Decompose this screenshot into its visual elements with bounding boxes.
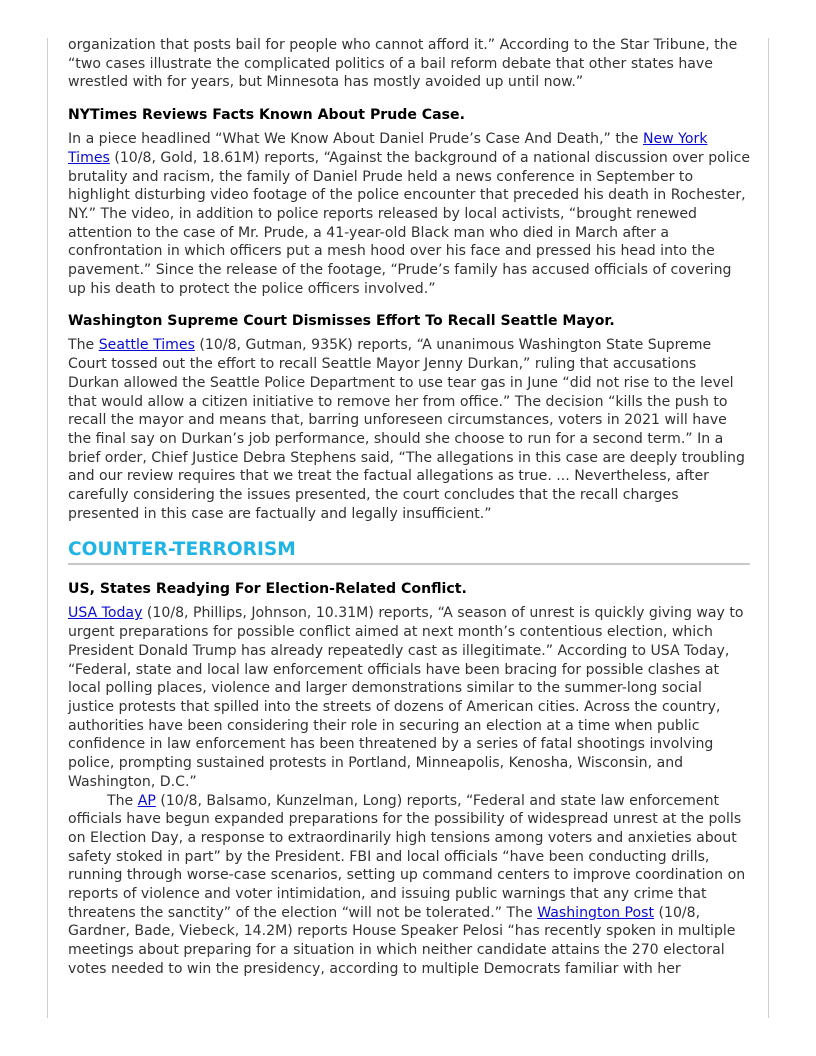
- source-link-washington-post[interactable]: Washington Post: [537, 904, 654, 921]
- page-left-border: [47, 38, 48, 1018]
- text-run: (10/8, Phillips, Johnson, 10.31M) reports, “A season of unrest is quickly giving way to urgent preparations for possible conflict aimed at next month’s contentious election, which President Donald Trump has already repeatedly cast as illegitimate.” According to USA Today, “Federal, state and local law enforcement officials have been bracing for possible clashes at local polling places, violence and larger demonstrations similar to the summer-long social justice protests that spilled into the streets of dozens of American cities. Across the country, authorities have been considering their role in securing an election at a time when public confidence in law enforcement has been threatened by a series of fatal shootings involving police, prompting sustained protests in Portland, Minneapolis, Kenosha, Wisconsin, and Washington, D.C.”: [68, 605, 744, 790]
- text-run: In a piece headlined “What We Know About Daniel Prude’s Case And Death,” the: [68, 131, 643, 148]
- text-run: (10/8, Balsamo, Kunzelman, Long) reports, “Federal and state law enforcement officials have begun expanded preparations for the possibility of widespread unrest at the polls on Election Day, a response to extraordinarily high tensions among voters and anxieties about safety stoked in part” by the President. FBI and local officials “have been conducting drills, running through worse-case scenarios, setting up command centers to improve coordination on reports of violence and voter intimidation, and issuing public warnings that any crime that threatens the sanctity” of the election “will not be tolerated.” The: [68, 792, 746, 921]
- text-run: (10/8, Gold, 18.61M) reports, “Against the background of a national discussion over police brutality and racism, the family of Daniel Prude held a news conference in September to highlight disturbing video footage of the police encounter that preceded his death in Rochester, NY.” The video, in addition to police reports released by local activists, “brought renewed attention to the case of Mr. Prude, a 41-year-old Black man who died in March after a confrontation in which officers put a mesh hood over his face and pressed his head into the pavement.” Since the release of the footage, “Prude’s family has accused officials of covering up his death to protect the police officers involved.”: [68, 149, 751, 297]
- article-paragraph: [68, 130, 750, 298]
- article-headline: US, States Readying For Election-Related Conflict.: [68, 581, 467, 598]
- article-paragraph: [68, 604, 750, 791]
- text-run: The: [107, 792, 138, 809]
- article-headline: Washington Supreme Court Dismisses Effort To Recall Seattle Mayor.: [68, 313, 615, 330]
- article-election: [68, 580, 750, 978]
- newsletter-body: [68, 36, 750, 979]
- article-paragraph: [68, 336, 750, 523]
- article-headline: NYTimes Reviews Facts Known About Prude Case.: [68, 107, 465, 124]
- text-run: (10/8, Gutman, 935K) reports, “A unanimous Washington State Supreme Court tossed out the effort to recall Seattle Mayor Jenny Durkan,” ruling that accusations Durkan allowed the Seattle Police Department to use tear gas in June “did not rise to the level that would allow a citizen initiative to remove her from office.” The decision “kills the push to recall the mayor and means that, barring unforeseen circumstances, voters in 2021 will have the final say on Durkan’s job performance, should she choose to run for a second term.” In a brief order, Chief Justice Debra Stephens said, “The allegations in this case are deeply troubling and our review requires that we treat the factual allegations as true. ... Nevertheless, after carefully considering the issues presented, the court concludes that the recall charges presented in this case are factually and legally insufficient.”: [68, 337, 745, 522]
- text-run: The: [68, 337, 99, 354]
- source-link-seattle-times[interactable]: Seattle Times: [98, 337, 195, 354]
- article-prude: [68, 106, 750, 298]
- source-link-usa-today[interactable]: USA Today: [68, 605, 143, 622]
- article-paragraph: [68, 792, 750, 979]
- article-seattle: [68, 312, 750, 523]
- continued-paragraph: organization that posts bail for people who cannot afford it.” According to the Star Tribune, the “two cases illustrate the complicated politics of a bail reform debate that other states have wrestled with for years, but Minnesota has mostly avoided up until now.”: [68, 37, 738, 91]
- page-right-border: [768, 38, 769, 1018]
- section-heading: COUNTER-TERRORISM: [68, 538, 750, 565]
- source-link-new-york-times[interactable]: New York Times: [68, 131, 708, 166]
- source-link-ap[interactable]: AP: [137, 792, 156, 809]
- text-run: (10/8, Gardner, Bade, Viebeck, 14.2M) reports House Speaker Pelosi “has recently spoken in multiple meetings about preparing for a situation in which neither candidate attains the 270 electoral votes needed to win the presidency, according to multiple Democrats familiar with her: [68, 904, 736, 977]
